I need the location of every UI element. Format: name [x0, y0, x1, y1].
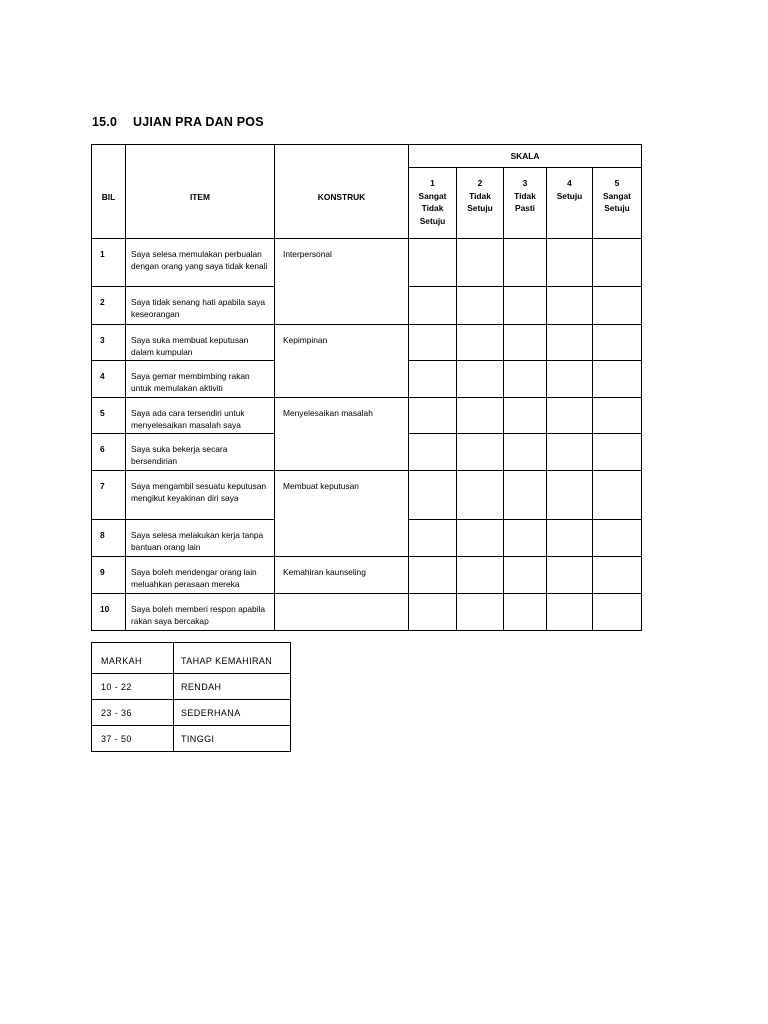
scale-cell-3[interactable]	[504, 471, 547, 520]
row-konstruk	[275, 594, 409, 631]
row-number: 5	[92, 398, 126, 434]
row-number: 4	[92, 361, 126, 398]
scale-cell-5[interactable]	[593, 239, 642, 287]
scale-cell-1[interactable]	[409, 287, 457, 325]
section-number: 15.0	[92, 115, 118, 129]
scale-number: 4	[567, 178, 572, 188]
scale-cell-3[interactable]	[504, 325, 547, 361]
scale-cell-5[interactable]	[593, 398, 642, 434]
scale-cell-2[interactable]	[457, 594, 504, 631]
scale-cell-2[interactable]	[457, 398, 504, 434]
scale-cell-4[interactable]	[547, 239, 593, 287]
scale-cell-1[interactable]	[409, 361, 457, 398]
section-heading	[92, 115, 264, 129]
scale-cell-3[interactable]	[504, 594, 547, 631]
header-konstruk: KONSTRUK	[275, 145, 409, 239]
scale-cell-1[interactable]	[409, 471, 457, 520]
scale-cell-1[interactable]	[409, 434, 457, 471]
scale-label: Sangat Setuju	[603, 190, 631, 213]
row-item: Saya gemar membimbing rakan untuk memulakan aktiviti	[126, 361, 275, 398]
row-number: 6	[92, 434, 126, 471]
scale-cell-5[interactable]	[593, 471, 642, 520]
scale-cell-1[interactable]	[409, 520, 457, 557]
score-range: 37 - 50	[92, 726, 174, 752]
scale-cell-5[interactable]	[593, 325, 642, 361]
section-title: UJIAN PRA DAN POS	[133, 115, 264, 129]
scale-number: 3	[522, 178, 528, 188]
row-item: Saya ada cara tersendiri untuk menyelesaikan masalah saya	[126, 398, 275, 434]
scoring-header-row	[92, 643, 291, 674]
scale-cell-3[interactable]	[504, 398, 547, 434]
scale-header-2	[457, 168, 504, 239]
scale-cell-1[interactable]	[409, 325, 457, 361]
header-markah: MARKAH	[92, 643, 174, 674]
table-row	[92, 239, 642, 287]
scale-cell-4[interactable]	[547, 594, 593, 631]
row-item: Saya boleh memberi respon apabila rakan saya bercakap	[126, 594, 275, 631]
scale-cell-4[interactable]	[547, 287, 593, 325]
score-level: SEDERHANA	[174, 700, 291, 726]
scale-label: Sangat Tidak Setuju	[418, 190, 447, 226]
scale-cell-4[interactable]	[547, 557, 593, 594]
scale-cell-5[interactable]	[593, 361, 642, 398]
table-row	[92, 398, 642, 434]
row-item: Saya mengambil sesuatu keputusan mengikut keyakinan diri saya	[126, 471, 275, 520]
scale-cell-5[interactable]	[593, 287, 642, 325]
scoring-table	[91, 642, 291, 752]
table-row	[92, 557, 642, 594]
scale-cell-2[interactable]	[457, 557, 504, 594]
scale-cell-3[interactable]	[504, 520, 547, 557]
scale-cell-3[interactable]	[504, 287, 547, 325]
scale-cell-3[interactable]	[504, 434, 547, 471]
questionnaire-table	[91, 144, 642, 631]
row-item: Saya selesa memulakan perbualan dengan orang yang saya tidak kenali	[126, 239, 275, 287]
scale-header-5	[593, 168, 642, 239]
table-row	[92, 325, 642, 361]
table-row	[92, 594, 642, 631]
scale-header-3	[504, 168, 547, 239]
scale-cell-2[interactable]	[457, 239, 504, 287]
scale-cell-1[interactable]	[409, 594, 457, 631]
table-row	[92, 471, 642, 520]
scale-number: 5	[614, 178, 620, 188]
scale-cell-2[interactable]	[457, 471, 504, 520]
scale-cell-4[interactable]	[547, 520, 593, 557]
scale-cell-3[interactable]	[504, 361, 547, 398]
scale-header-4	[547, 168, 593, 239]
scale-header-1	[409, 168, 457, 239]
scale-cell-5[interactable]	[593, 557, 642, 594]
row-konstruk: Membuat keputusan	[275, 471, 409, 557]
scale-number: 1	[430, 178, 435, 188]
scale-label: Tidak Pasti	[514, 190, 536, 213]
row-konstruk: Kemahiran kaunseling	[275, 557, 409, 594]
row-konstruk: Menyelesaikan masalah	[275, 398, 409, 471]
row-number: 8	[92, 520, 126, 557]
header-item: ITEM	[126, 145, 275, 239]
row-item: Saya suka bekerja secara bersendirian	[126, 434, 275, 471]
scale-cell-1[interactable]	[409, 557, 457, 594]
scale-cell-4[interactable]	[547, 325, 593, 361]
row-number: 3	[92, 325, 126, 361]
scale-label: Setuju	[556, 190, 583, 201]
scoring-row	[92, 674, 291, 700]
row-number: 2	[92, 287, 126, 325]
scale-cell-3[interactable]	[504, 239, 547, 287]
row-item: Saya selesa melakukan kerja tanpa bantuan orang lain	[126, 520, 275, 557]
row-konstruk: Interpersonal	[275, 239, 409, 325]
row-item: Saya suka membuat keputusan dalam kumpulan	[126, 325, 275, 361]
scale-label: Tidak Setuju	[467, 190, 493, 213]
scale-cell-2[interactable]	[457, 520, 504, 557]
row-number: 7	[92, 471, 126, 520]
scale-cell-1[interactable]	[409, 239, 457, 287]
scale-cell-1[interactable]	[409, 398, 457, 434]
scale-cell-2[interactable]	[457, 361, 504, 398]
scale-cell-4[interactable]	[547, 434, 593, 471]
scale-cell-5[interactable]	[593, 434, 642, 471]
scoring-row	[92, 726, 291, 752]
scale-number: 2	[477, 178, 483, 188]
row-number: 9	[92, 557, 126, 594]
scoring-row	[92, 700, 291, 726]
scale-cell-2[interactable]	[457, 325, 504, 361]
header-bil: BIL	[92, 145, 126, 239]
scale-cell-5[interactable]	[593, 520, 642, 557]
scale-cell-4[interactable]	[547, 471, 593, 520]
score-level: TINGGI	[174, 726, 291, 752]
row-konstruk: Kepimpinan	[275, 325, 409, 398]
scale-cell-4[interactable]	[547, 398, 593, 434]
scale-cell-5[interactable]	[593, 594, 642, 631]
scale-cell-4[interactable]	[547, 361, 593, 398]
score-range: 10 - 22	[92, 674, 174, 700]
scale-cell-2[interactable]	[457, 434, 504, 471]
header-skala: SKALA	[409, 145, 642, 168]
row-number: 10	[92, 594, 126, 631]
scale-cell-3[interactable]	[504, 557, 547, 594]
scale-cell-2[interactable]	[457, 287, 504, 325]
row-item: Saya boleh mendengar orang lain meluahkan perasaan mereka	[126, 557, 275, 594]
row-number: 1	[92, 239, 126, 287]
row-item: Saya tidak senang hati apabila saya keseorangan	[126, 287, 275, 325]
header-tahap: TAHAP KEMAHIRAN	[174, 643, 291, 674]
score-level: RENDAH	[174, 674, 291, 700]
score-range: 23 - 36	[92, 700, 174, 726]
